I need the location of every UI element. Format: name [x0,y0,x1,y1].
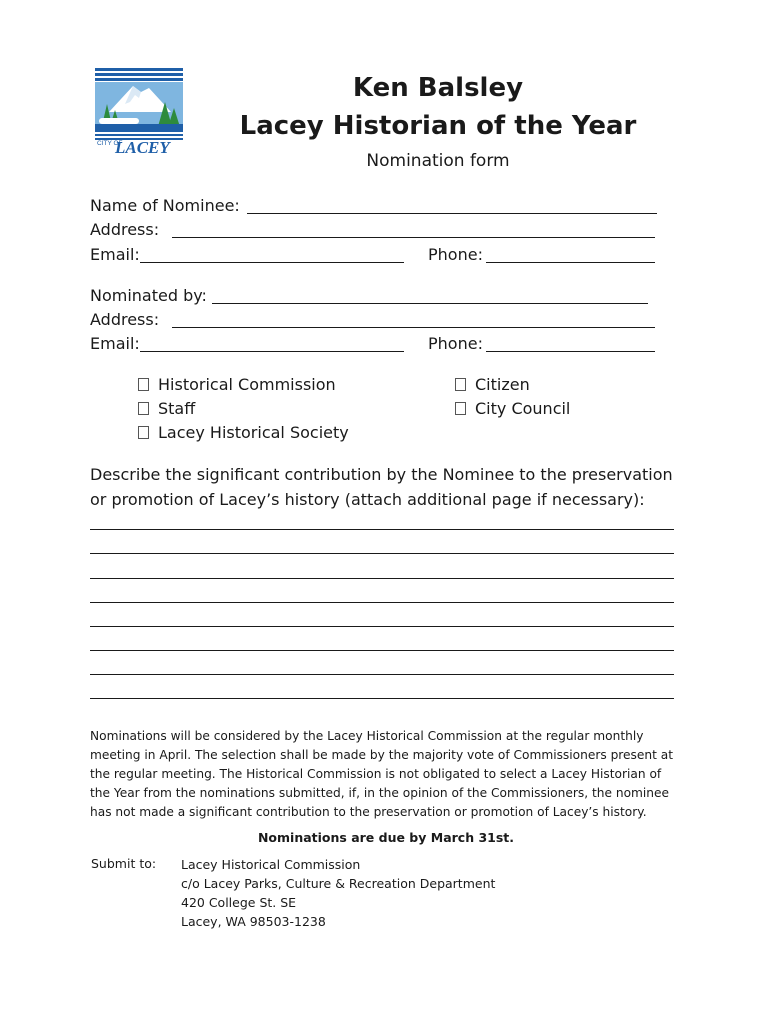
address-line-4: Lacey, WA 98503-1238 [181,914,326,929]
checkbox-staff[interactable] [138,399,195,419]
due-date-note: Nominations are due by March 31st. [257,830,515,845]
checkbox-icon[interactable] [138,378,149,391]
nominee-email-label: Email: [90,245,140,264]
lacey-city-logo [95,68,183,158]
checkbox-label: Staff [158,399,196,418]
nominee-phone-label: Phone: [428,245,483,264]
checkbox-icon[interactable] [455,402,466,415]
nominee-address-label: Address: [90,220,160,239]
address-line-3: 420 College St. SE [181,895,297,910]
page-subtitle: Nomination form [366,151,510,171]
checkbox-historical-commission[interactable] [138,375,336,395]
checkbox-lacey-historical-society[interactable] [138,423,349,443]
description-line-5[interactable] [90,626,674,627]
logo-city-text: CITY OF [97,140,123,147]
logo-name-text: LACEY [115,138,170,157]
submit-to-label: Submit to: [91,856,157,871]
description-line-7[interactable] [90,674,674,675]
description-line-1[interactable] [90,529,674,530]
title-block [200,70,676,174]
address-line-2: c/o Lacey Parks, Culture & Recreation Department [181,876,496,891]
checkbox-citizen[interactable] [455,375,530,395]
nominee-phone-field[interactable] [486,262,655,263]
nominee-email-field[interactable] [140,262,404,263]
checkbox-label: Lacey Historical Society [158,423,349,442]
page-title-award: Lacey Historian of the Year [239,111,637,141]
description-line-4[interactable] [90,602,674,603]
nominator-address-field[interactable] [172,327,655,328]
checkbox-label: City Council [475,399,571,418]
nominated-by-field[interactable] [212,303,648,304]
nomination-rules-text: Nominations will be considered by the Lacey Historical Commission at the regular monthly meeting in April. The selection shall be made by the majority vote of Commissioners present at the regular meeting. The Historical Commission is not obligated to select a Lacey Historian of the Year from the nominations submitted, if, in the opinion of the Commissioners, the nominee has not made a significant contribution to the preservation or promotion of Lacey’s history. [90,729,674,819]
page-title-name: Ken Balsley [352,73,524,103]
description-line-3[interactable] [90,578,674,579]
nominee-address-field[interactable] [172,237,655,238]
nominator-phone-label: Phone: [428,334,483,353]
description-line-2[interactable] [90,553,674,554]
nominee-name-field[interactable] [247,213,657,214]
nominated-by-label: Nominated by: [90,286,207,305]
nominator-phone-field[interactable] [486,351,655,352]
description-line-6[interactable] [90,650,674,651]
checkbox-icon[interactable] [138,402,149,415]
checkbox-icon[interactable] [455,378,466,391]
submit-address [181,855,495,931]
checkbox-city-council[interactable] [455,399,570,419]
checkbox-label: Historical Commission [158,375,336,394]
description-prompt: Describe the significant contribution by the Nominee to the preservation or promotion of Lacey’s history (attach additional page if necessary): [90,465,673,509]
nominator-address-label: Address: [90,310,160,329]
checkbox-icon[interactable] [138,426,149,439]
address-line-1: Lacey Historical Commission [181,857,361,872]
checkbox-label: Citizen [475,375,530,394]
nominator-email-field[interactable] [140,351,404,352]
nominee-name-label: Name of Nominee: [90,196,240,215]
description-line-8[interactable] [90,698,674,699]
nominator-email-label: Email: [90,334,140,353]
